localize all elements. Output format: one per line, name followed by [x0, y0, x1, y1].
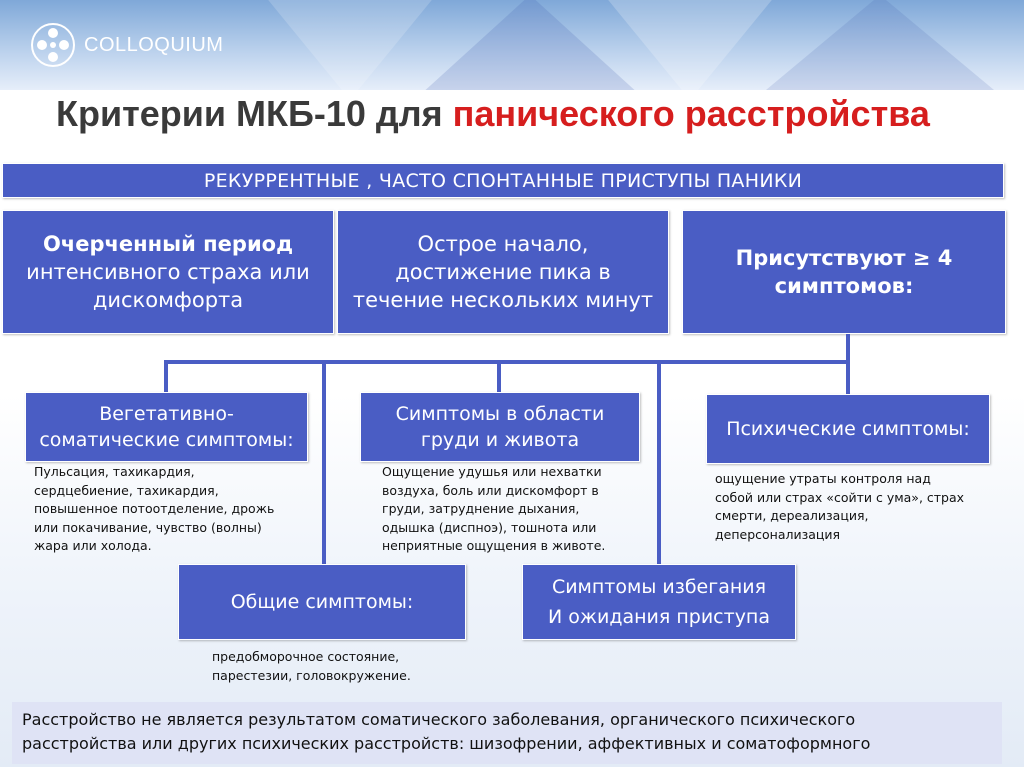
group-title-line: Психические симптомы:: [726, 418, 970, 440]
group-title-line: Симптомы избегания: [551, 576, 767, 598]
connector-line: [164, 362, 168, 392]
desc-line: сердцебиение, тахикардия,: [34, 482, 219, 498]
group-box-avoidance: [522, 564, 796, 640]
desc-line: жара или холода.: [34, 538, 152, 553]
title-main: Критерии МКБ-10 для: [56, 93, 453, 134]
criterion-line: Присутствуют ≥ 4: [735, 246, 953, 270]
desc-line: предобморочное состояние,: [212, 649, 400, 664]
desc-line: смерти, дереализация,: [715, 508, 869, 523]
criterion-line: симптомов:: [774, 274, 914, 298]
page-title: [56, 93, 930, 135]
logo-text: COLLOQUIUM: [84, 33, 224, 56]
connector-line: [497, 362, 501, 392]
group-title-line: Вегетативно-: [99, 403, 234, 425]
criterion-line: Острое начало,: [417, 232, 589, 256]
desc-line: парестезии, головокружение.: [212, 667, 411, 683]
desc-line: деперсонализация: [715, 526, 841, 542]
group-title-line: И ожидания приступа: [547, 606, 771, 628]
desc-line: ощущение утраты контроля над: [715, 471, 931, 486]
footer-line: расстройства или других психических расстройств: шизофрении, аффективных и соматоформного: [22, 734, 871, 753]
title-accent: панического расстройства: [452, 93, 930, 134]
criterion-line: течение нескольких минут: [352, 288, 654, 312]
group-box-general: [178, 564, 466, 640]
desc-line: воздуха, боль или дискомфорт в: [382, 482, 599, 498]
top-banner: [0, 0, 1024, 90]
connector-line: [657, 362, 661, 566]
desc-line: повышенное потоотделение, дрожь: [34, 501, 275, 516]
connector-line: [846, 334, 850, 362]
desc-line: Пульсация, тахикардия,: [34, 464, 195, 479]
connector-line: [164, 360, 850, 364]
desc-vegetative: [34, 463, 274, 556]
criterion-line: достижение пика в: [395, 260, 611, 284]
group-box-vegetative: [25, 392, 308, 462]
footer-note: [12, 702, 1002, 764]
desc-general: [212, 648, 411, 685]
footer-line: Расстройство не является результатом соматического заболевания, органического психического: [22, 710, 856, 729]
desc-line: одышка (диспноэ), тошнота или: [382, 519, 597, 535]
criterion-box-period: [2, 210, 334, 334]
group-title-line: Общие симптомы:: [230, 591, 414, 613]
criterion-line: Очерченный период: [42, 232, 294, 256]
criterion-line: дискомфорта: [92, 288, 244, 312]
group-title-line: соматические симптомы:: [39, 429, 294, 451]
desc-line: груди, затруднение дыхания,: [382, 501, 580, 516]
group-title-line: груди и живота: [420, 429, 580, 451]
connector-line: [322, 362, 326, 566]
desc-line: или покачивание, чувство (волны): [34, 519, 262, 535]
criterion-line: интенсивного страха или: [26, 260, 310, 284]
group-box-chest: [360, 392, 640, 462]
desc-line: неприятные ощущения в животе.: [382, 538, 606, 553]
desc-line: Ощущение удушья или нехватки: [382, 464, 602, 479]
desc-chest: [382, 463, 605, 556]
criterion-box-onset: [337, 210, 669, 334]
desc-line: собой или страх «сойти с ума», страх: [715, 489, 965, 505]
brand-logo: [30, 22, 223, 68]
group-title-line: Симптомы в области: [395, 403, 605, 425]
desc-psychic: [715, 470, 964, 544]
header-bar: РЕКУРРЕНТНЫЕ , ЧАСТО СПОНТАННЫЕ ПРИСТУПЫ ПАНИКИ: [2, 163, 1004, 198]
group-box-psychic: [706, 394, 990, 464]
molecule-logo-icon: [30, 22, 76, 68]
criterion-box-symptoms: [682, 210, 1006, 334]
connector-line: [846, 362, 850, 394]
